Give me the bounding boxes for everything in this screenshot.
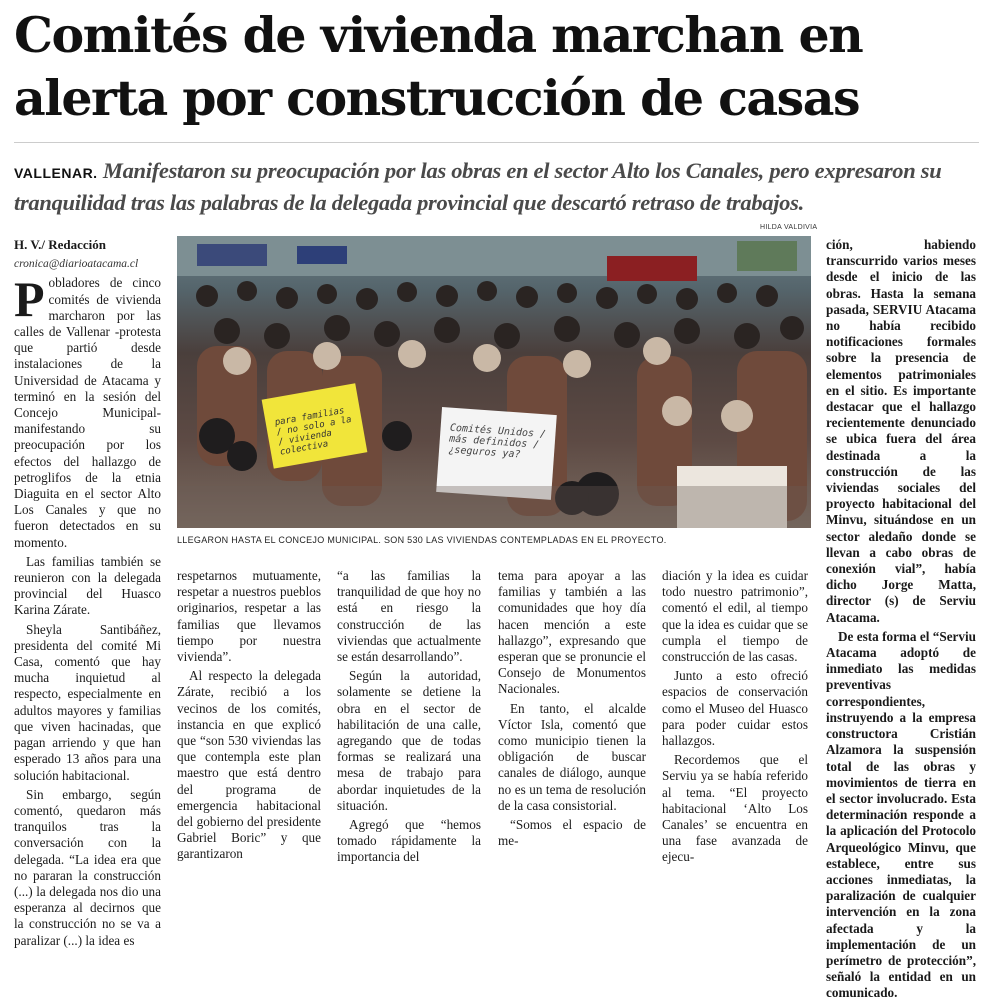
column-2 (177, 568, 321, 866)
paragraph: Según la autoridad, solamente se detiene la obra en el sector de habilitación de una calle, agregando que de todas formas se realizará una mesa de trabajo para abordar inquietudes de la situación. (337, 668, 481, 813)
paragraph: En tanto, el alcalde Víctor Isla, comentó que como municipio tienen la obligación de buscar canales de diálogo, aunque no es un tema de resolución de la casa consistorial. (498, 700, 646, 813)
headline-line-2: alerta por construcción de casas (14, 69, 860, 127)
dropcap: P (14, 271, 45, 328)
deck-line-1 (14, 156, 979, 188)
lead-paragraph (14, 271, 161, 550)
column-5 (662, 568, 808, 869)
photo-credit: HILDA VALDIVIA (760, 224, 818, 231)
column-1 (14, 237, 161, 952)
paragraph: De esta forma el “Serviu Atacama adoptó de inmediato las medidas preventivas correspondientes, instruyendo a la empresa constructora Cristián Alzamora la suspensión total de las obras y movimientos de tierra en el sector involucrado. Esta determinación responde a la aplicación del Protocolo Arqueológico Minvu, que establece, entre sus acciones inmediatas, la paralización de cualquier intervención en la zona afectada y la implementación de un perímetro de protección”, señaló la entidad en un comunicado. (826, 628, 976, 1001)
paragraph: respetarnos mutuamente, respetar a nuestros pueblos originarios, respetar a las familias que llevamos tiempo por nuestra vivienda”. (177, 568, 321, 665)
byline-email: cronica@diarioatacama.cl (14, 258, 139, 271)
paragraph: Junto a esto ofreció espacios de conservación como el Museo del Huasco para poder cuidar estos hallazgos. (662, 668, 808, 749)
deck-text-1: Manifestaron su preocupación por las obras en el sector Alto los Canales, pero expresaron su (102, 158, 942, 183)
column-3 (337, 568, 481, 869)
deck (14, 156, 979, 217)
paragraph: Sin embargo, según comentó, quedaron más tranquilos tras la conversación con la delegada. “La idea era que no pararan la construcción (...) la delegada nos dio una esperanza al decirnos que la construcción no se va a paralizar (...) la idea es (14, 786, 161, 948)
headline-line-1: Comités de vivienda marchan en (14, 6, 863, 64)
protest-photo (177, 236, 811, 528)
deck-line-2: tranquilidad tras las palabras de la delegada provincial que descartó retraso de trabajos. (14, 190, 804, 215)
byline: H. V./ Redacción (14, 237, 106, 252)
paragraph: Sheyla Santibáñez, presidenta del comité Mi Casa, comentó que hay mucha inquietud al respecto, especialmente en adultos mayores y familias que viven hacinadas, que pagan arriendo y que han esperado 13 años para una solución habitacional. (14, 621, 161, 783)
paragraph: tema para apoyar a las familias y también a las comunidades que hoy día hacen mención a este hallazgo”, expresando que esperan que se pronuncie el Consejo de Monumentos Nacionales. (498, 568, 646, 697)
protest-sign-white: Comités Unidos / más definidos / ¿seguros ya? (447, 422, 547, 461)
paragraph: diación y la idea es cuidar todo nuestro patrimonio”, comentó el edil, al tiempo que la idea es cuidar que se cumpla el tiempo de construcción de las casas. (662, 568, 808, 665)
paragraph: ción, habiendo transcurrido varios meses desde el inicio de las obras. Hasta la semana pasada, SERVIU Atacama no había recibido notificaciones formales sobre la presencia de elementos patrimoniales en el sitio. Es importante destacar que el hallazgo recientemente denunciado se ubica fuera del área destinada a la construcción de las viviendas sociales del proyecto habitacional del Minvu, situándose en un sector aledaño donde se llevan a cabo obras de conexión vial”, había dicho Jorge Matta, director (s) de Serviu Atacama. (826, 237, 976, 625)
photo-caption: LLEGARON HASTA EL CONCEJO MUNICIPAL. SON 530 LAS VIVIENDAS CONTEMPLADAS EN EL PROYECTO. (177, 535, 667, 545)
paragraph: “a las familias la tranquilidad de que hoy no está en riesgo la construcción de las viviendas que actualmente se están desarrollando”. (337, 568, 481, 665)
paragraph: Las familias también se reunieron con la delegada provincial del Huasco Karina Zárate. (14, 553, 161, 618)
crowd-illustration (177, 236, 811, 528)
paragraph: Recordemos que el Serviu ya se había referido al tema. “El proyecto habitacional ‘Alto Los Canales’ se encuentra en una fase avanzada de ejecu- (662, 752, 808, 865)
lead-text: obladores de cinco comités de vivienda marcharon por las calles de Vallenar -protesta que partió desde instalaciones de la Universidad de Atacama y terminó en la sesión del Concejo Municipal- manifestando su preocupación por los efectos del hallazgo de petroglifos de la etnia Diaguita en el sector Alto Los Canales y que no fueron detectados en su momento. (14, 275, 161, 550)
headline (14, 4, 974, 130)
paragraph: Al respecto la delegada Zárate, recibió a los vecinos de los comités, instancia en que explicó que “son 530 viviendas las que contempla este plan maestro que está dentro del programa de emergencia habitacional del gobierno del presidente Gabriel Boric” y que garantizaron (177, 668, 321, 862)
column-6 (826, 237, 976, 1005)
kicker: VALLENAR. (14, 165, 98, 181)
paragraph: Agregó que “hemos tomado rápidamente la importancia del (337, 817, 481, 865)
protest-sign-yellow: para familias / no solo a la / vivienda colectiva (274, 406, 353, 458)
paragraph: “Somos el espacio de me- (498, 817, 646, 849)
divider (14, 142, 979, 143)
column-4 (498, 568, 646, 852)
